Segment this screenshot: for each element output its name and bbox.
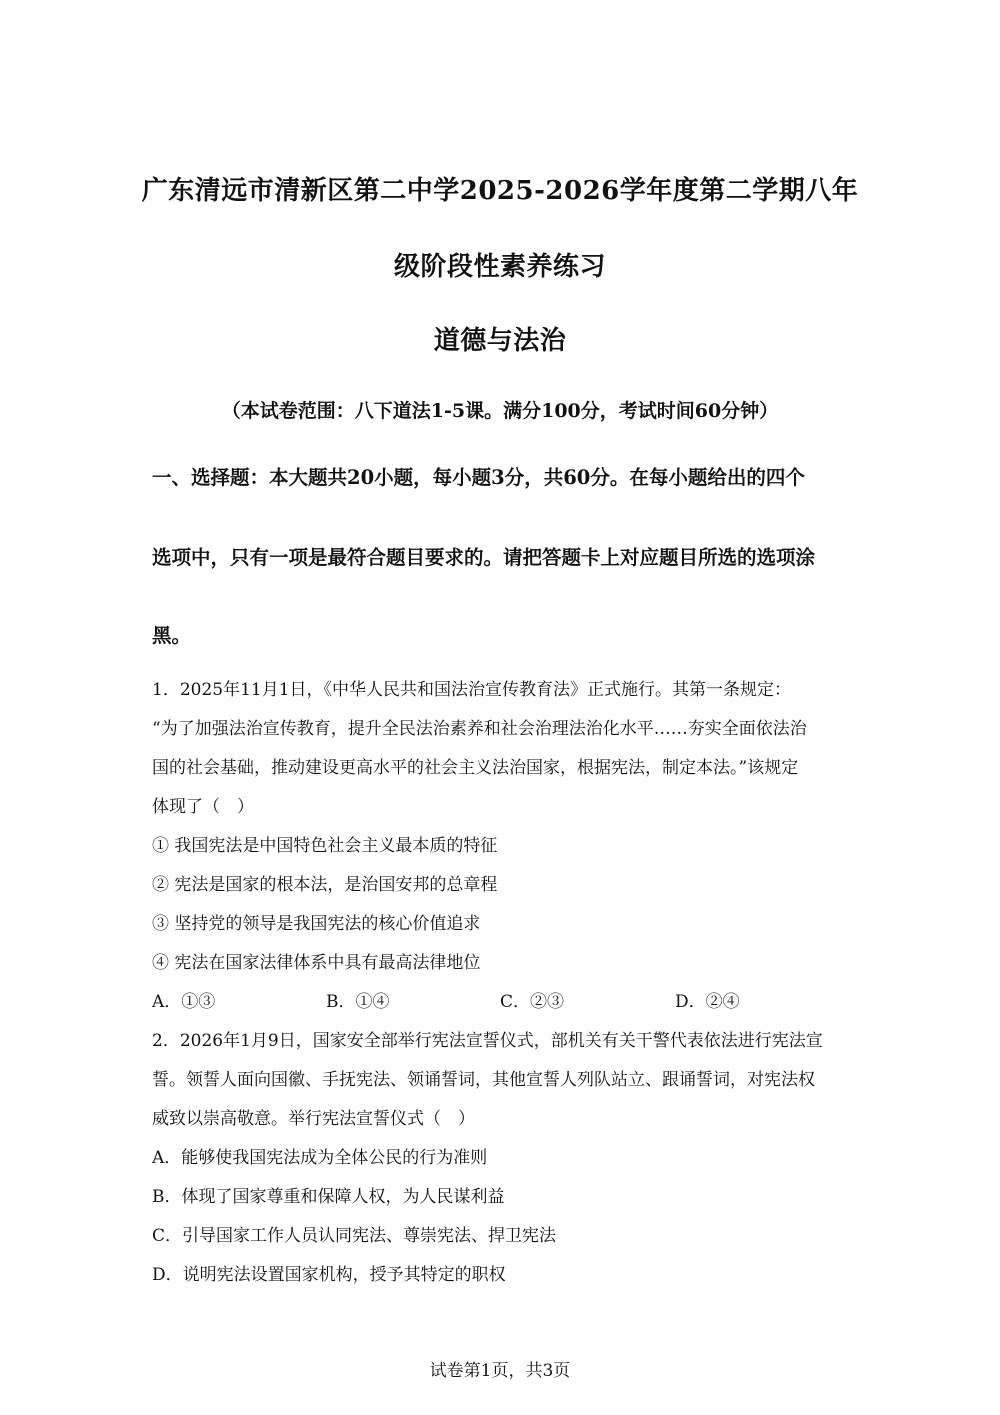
- exam-title-line2: 级阶段性素养练习: [393, 252, 606, 282]
- page-footer: 试卷第1页，共3页: [429, 1361, 571, 1381]
- section-instructions-line2: 选项中，只有一项是最符合题目要求的。请把答题卡上对应题目所选的选项涂: [152, 546, 816, 569]
- exam-title-line1: 广东清远市清新区第二中学2025-2026学年度第二学期八年: [141, 176, 859, 206]
- q1-option-c: C．②③: [500, 992, 565, 1012]
- q1-statement: ② 宪法是国家的根本法，是治国安邦的总章程: [152, 875, 498, 895]
- q1-stem-line: 国的社会基础，推动建设更高水平的社会主义法治国家，根据宪法，制定本法。”该规定: [152, 758, 799, 778]
- exam-scope: （本试卷范围：八下道法1-5课。满分100分，考试时间60分钟）: [221, 400, 779, 422]
- q1-statement: ④ 宪法在国家法律体系中具有最高法律地位: [152, 953, 481, 973]
- q1-option-b: B．①④: [326, 992, 390, 1012]
- q1-statement: ③ 坚持党的领导是我国宪法的核心价值追求: [152, 914, 481, 934]
- section-instructions-line3: 黑。: [152, 624, 192, 647]
- q1-stem-line: “为了加强法治宣传教育，提升全民法治素养和社会治理法治化水平……夯实全面依法治: [152, 719, 807, 739]
- q2-option-d: D．说明宪法设置国家机构，授予其特定的职权: [152, 1265, 506, 1285]
- q2-stem-line: 2．2026年1月9日，国家安全部举行宪法宣誓仪式，部机关有关干警代表依法进行宪法宣: [152, 1031, 823, 1051]
- q2-option-b: B．体现了国家尊重和保障人权，为人民谋利益: [152, 1187, 505, 1207]
- q2-stem-line: 誓。领誓人面向国徽、手抚宪法、领诵誓词，其他宣誓人列队站立、跟诵誓词，对宪法权: [152, 1070, 815, 1090]
- q1-stem-line: 体现了（ ）: [152, 797, 254, 817]
- q2-option-a: A．能够使我国宪法成为全体公民的行为准则: [152, 1148, 488, 1168]
- q1-statement: ① 我国宪法是中国特色社会主义最本质的特征: [152, 836, 498, 856]
- q1-option-d: D．②④: [675, 992, 740, 1012]
- section-instructions-line1: 一、选择题：本大题共20小题，每小题3分，共60分。在每小题给出的四个: [152, 466, 805, 489]
- q1-option-a: A．①③: [152, 992, 216, 1012]
- q1-stem-line: 1．2025年11月1日，《中华人民共和国法治宣传教育法》正式施行。其第一条规定：: [152, 680, 792, 700]
- q2-option-c: C．引导国家工作人员认同宪法、尊崇宪法、捍卫宪法: [152, 1226, 557, 1246]
- subject-title: 道德与法治: [433, 326, 567, 356]
- q2-stem-line: 威致以崇高敬意。举行宪法宣誓仪式（ ）: [152, 1109, 475, 1129]
